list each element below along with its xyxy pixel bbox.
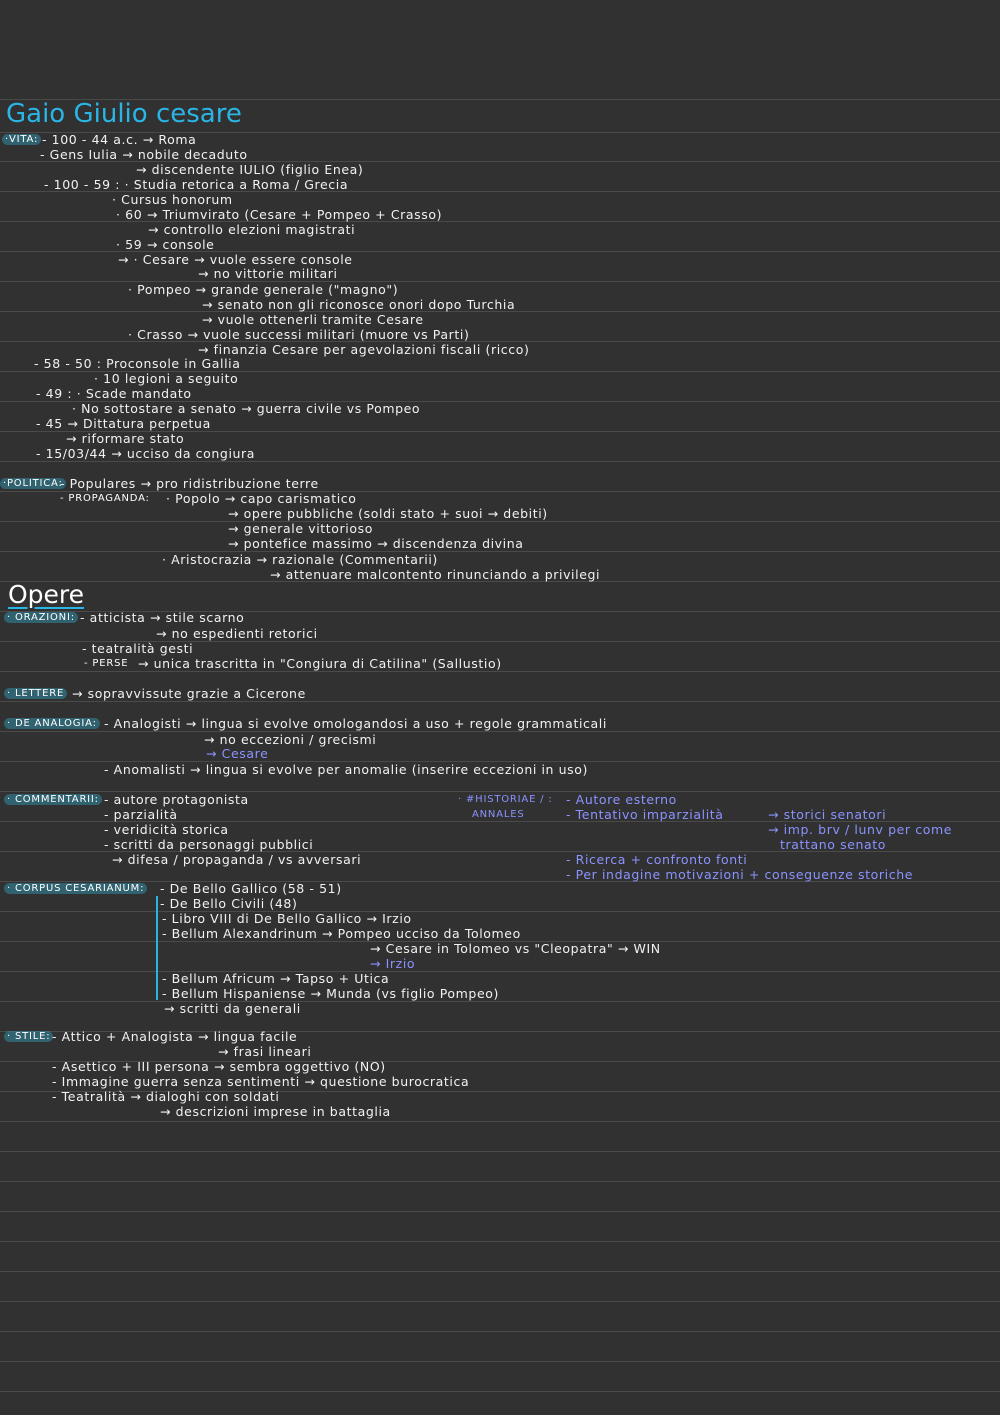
vita-line: - 58 - 50 : Proconsole in Gallia — [34, 356, 241, 371]
corpus-line: → scritti da generali — [164, 1001, 301, 1016]
vita-line: - 100 - 59 : · Studia retorica a Roma / Grecia — [44, 177, 349, 192]
politica-line: → opere pubbliche (soldi stato + suoi → debiti) — [228, 506, 548, 521]
vita-line: → riformare stato — [66, 431, 185, 446]
vita-line: → · Cesare → vuole essere console — [118, 252, 353, 267]
politica-line: · Aristocrazia → razionale (Commentarii) — [162, 552, 438, 567]
politica-line: → generale vittorioso — [228, 521, 373, 536]
vita-line: → finanzia Cesare per agevolazioni fiscali (ricco) — [198, 342, 530, 357]
historiae-line: trattano senato — [780, 837, 887, 852]
historiae-line: - Ricerca + confronto fonti — [566, 852, 748, 867]
vita-line: · 59 → console — [116, 237, 215, 252]
commentarii-line: → difesa / propaganda / vs avversari — [112, 852, 362, 867]
stile-line: - Teatralità → dialoghi con soldati — [52, 1089, 280, 1104]
analogia-line: → no eccezioni / grecismi — [204, 732, 377, 747]
historiae-line: - Tentativo imparzialità — [566, 807, 724, 822]
politica-line: → pontefice massimo → discendenza divina — [228, 536, 524, 551]
historiae-line: → storici senatori — [768, 807, 887, 822]
stile-line: → frasi lineari — [218, 1044, 312, 1059]
orazioni-line: → unica trascritta in "Congiura di Catilina" (Sallustio) — [138, 656, 502, 671]
lettere-tag: · LETTERE — [4, 688, 67, 699]
vita-line: · No sottostare a senato → guerra civile vs Pompeo — [72, 401, 421, 416]
historiae-tag: · #HISTORIAE / : — [458, 794, 553, 805]
corpus-line: - Bellum Africum → Tapso + Utica — [162, 971, 390, 986]
vita-line: · Crasso → vuole successi militari (muore vs Parti) — [128, 327, 470, 342]
historiae-line: - Autore esterno — [566, 792, 677, 807]
stile-tag: · STILE: — [4, 1031, 53, 1042]
orazioni-line: → no espedienti retorici — [156, 626, 318, 641]
corpus-line: → Cesare in Tolomeo vs "Cleopatra" → WIN — [370, 941, 661, 956]
corpus-line: - De Bello Gallico (58 - 51) — [160, 881, 342, 896]
orazioni-line: - atticista → stile scarno — [80, 610, 245, 625]
vita-line: → controllo elezioni magistrati — [148, 222, 356, 237]
vita-line: - 49 : · Scade mandato — [36, 386, 192, 401]
vita-line: → senato non gli riconosce onori dopo Turchia — [202, 297, 516, 312]
stile-line: - Asettico + III persona → sembra oggettivo (NO) — [52, 1059, 386, 1074]
analogia-line: → Cesare — [206, 746, 269, 761]
corpus-line: - Bellum Alexandrinum → Pompeo ucciso da Tolomeo — [162, 926, 521, 941]
stile-line: - Immagine guerra senza sentimenti → questione burocratica — [52, 1074, 470, 1089]
vita-line: → discendente IULIO (figlio Enea) — [136, 162, 364, 177]
vita-line: · Cursus honorum — [112, 192, 233, 207]
stile-line: - Attico + Analogista → lingua facile — [52, 1029, 298, 1044]
orazioni-tag: · ORAZIONI: — [4, 612, 78, 623]
vita-line: - 100 - 44 a.c. → Roma — [42, 132, 197, 147]
vita-line: - 45 → Dittatura perpetua — [36, 416, 211, 431]
commentarii-line: - autore protagonista — [104, 792, 249, 807]
corpus-line: - Libro VIII di De Bello Gallico → Irzio — [162, 911, 412, 926]
vita-line: - Gens Iulia → nobile decaduto — [40, 147, 248, 162]
commentarii-tag: · COMMENTARII: — [4, 794, 102, 805]
corpus-line: → Irzio — [370, 956, 416, 971]
propaganda-tag: - PROPAGANDA: — [60, 493, 150, 504]
lettere-line: → sopravvissute grazie a Cicerone — [72, 686, 306, 701]
historiae-line: - Per indagine motivazioni + conseguenze storiche — [566, 867, 914, 882]
corpus-tag: · CORPUS CESARIANUM: — [4, 883, 147, 894]
section-heading-opere: Opere — [8, 580, 85, 609]
vita-line: - 15/03/44 → ucciso da congiura — [36, 446, 256, 461]
corpus-line: - Bellum Hispaniense → Munda (vs figlio Pompeo) — [162, 986, 499, 1001]
politica-tag: ·POLITICA: — [0, 478, 66, 489]
vita-tag: ·VITA: — [2, 134, 41, 145]
analogia-tag: · DE ANALOGIA: — [4, 718, 100, 729]
analogia-line: - Analogisti → lingua si evolve omologandosi a uso + regole grammaticali — [104, 716, 607, 731]
corpus-bracket — [156, 896, 158, 1000]
corpus-line: - De Bello Civili (48) — [160, 896, 298, 911]
vita-line: → no vittorie militari — [198, 266, 338, 281]
analogia-line: - Anomalisti → lingua si evolve per anomalie (inserire eccezioni in uso) — [104, 762, 589, 777]
vita-line: · 60 → Triumvirato (Cesare + Pompeo + Crasso) — [116, 207, 443, 222]
stile-line: → descrizioni imprese in battaglia — [160, 1104, 391, 1119]
perse-tag: - PERSE — [84, 658, 129, 669]
politica-line: · Popolo → capo carismatico — [166, 491, 357, 506]
politica-line: - Populares → pro ridistribuzione terre — [60, 476, 319, 491]
annales-tag: ANNALES — [472, 809, 525, 820]
commentarii-line: - scritti da personaggi pubblici — [104, 837, 314, 852]
historiae-line: → imp. brv / lunv per come — [768, 822, 953, 837]
commentarii-line: - parzialità — [104, 807, 178, 822]
page-title: Gaio Giulio cesare — [6, 99, 242, 129]
orazioni-line: - teatralità gesti — [82, 641, 194, 656]
vita-line: → vuole ottenerli tramite Cesare — [202, 312, 424, 327]
vita-line: · Pompeo → grande generale ("magno") — [128, 282, 399, 297]
vita-line: · 10 legioni a seguito — [94, 371, 239, 386]
commentarii-line: - veridicità storica — [104, 822, 229, 837]
politica-line: → attenuare malcontento rinunciando a privilegi — [270, 567, 601, 582]
